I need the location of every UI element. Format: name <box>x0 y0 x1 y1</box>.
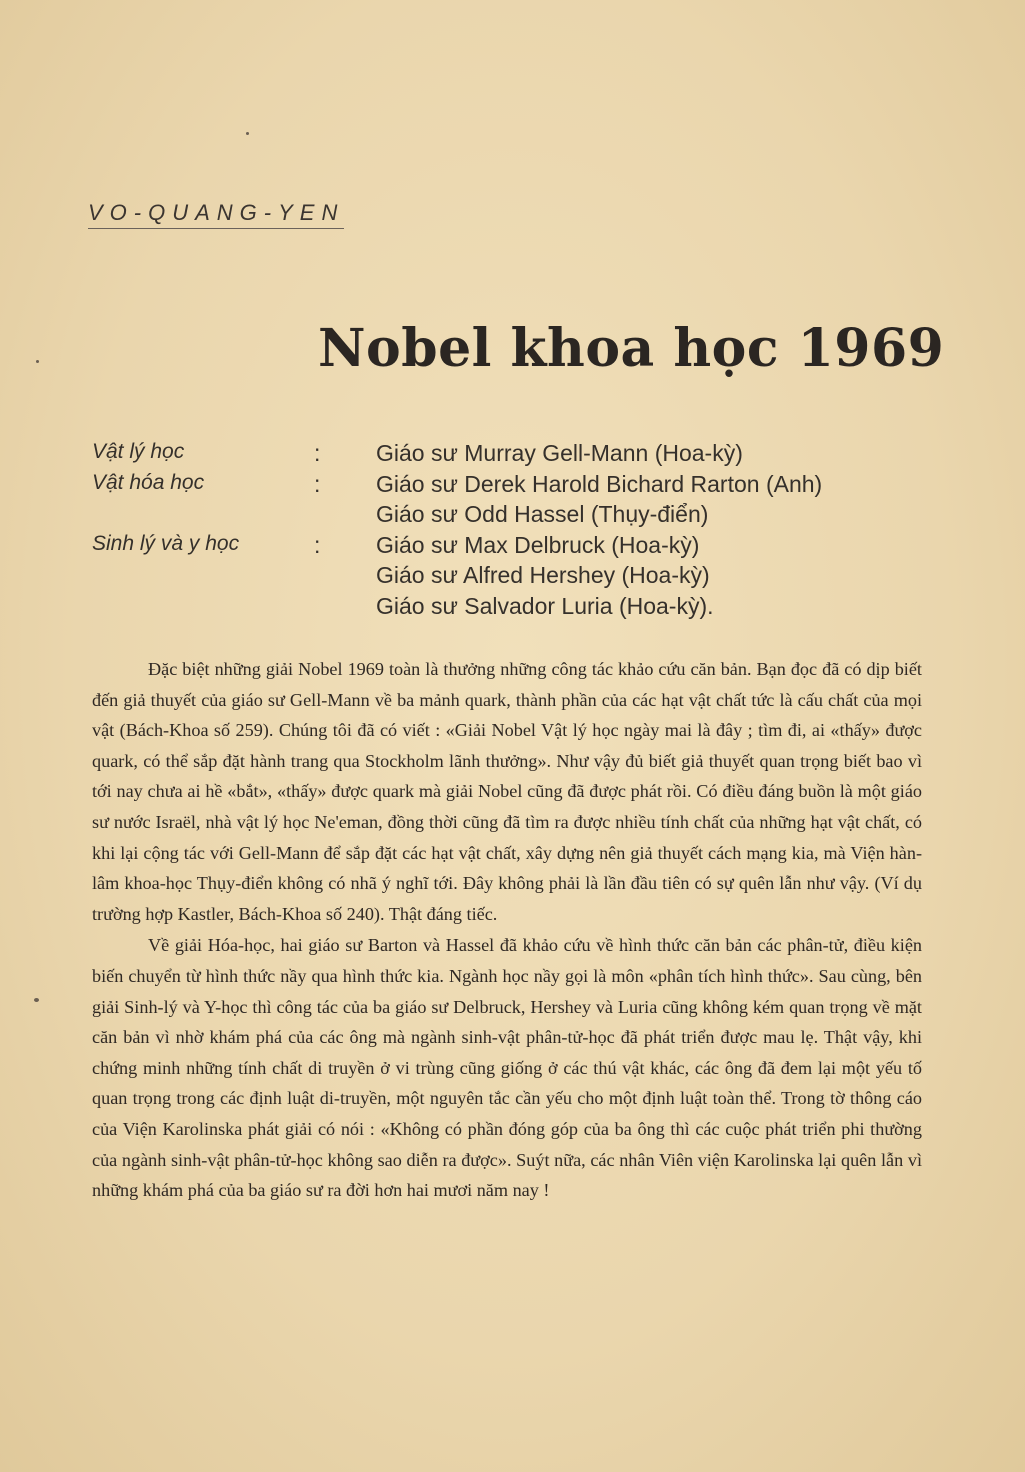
laureate-name: Giáo sư Murray Gell-Mann (Hoa-kỳ) <box>376 440 743 466</box>
body-paragraph: Đặc biệt những giải Nobel 1969 toàn là thưởng những công tác khảo cứu căn bản. Bạn đọc đã có dịp biết đến giả thuyết của giáo sư Gell-Mann về ba mảnh quark, thành phần của các hạt vật chất tức là cấu chất của mọi vật (Bách-Khoa số 259). Chúng tôi đã có viết : «Giải Nobel Vật lý học ngày mai là đây ; tìm đi, ai «thấy» được quark, có thể sắp đặt hành trang qua Stockholm lãnh thưởng». Như vậy đủ biết giả thuyết quan trọng biết bao vì tới nay chưa ai hề «bắt», «thấy» được quark mà giải Nobel cũng đã được phát rồi. Có điều đáng buồn là một giáo sư nước Israël, nhà vật lý học Ne'eman, đồng thời cũng đã tìm ra được nhiều tính chất của những hạt vật chất, có khi lại cộng tác với Gell-Mann để sắp đặt các hạt vật chất, xây dựng nên giả thuyết cách mạng kia, mà Viện hàn-lâm khoa-học Thụy-điển không có nhã ý nghĩ tới. Đây không phải là lần đầu tiên có sự quên lẫn như vậy. (Ví dụ trường hợp Kastler, Bách-Khoa số 240). Thật đáng tiếc. <box>92 659 922 924</box>
laureate-row <box>92 593 952 624</box>
laureate-name: Giáo sư Derek Harold Bichard Rarton (Anh) <box>376 470 823 497</box>
separator-colon: : <box>314 531 321 558</box>
paper-speck <box>246 132 249 135</box>
article-body <box>92 654 922 1206</box>
laureate-row <box>92 501 952 532</box>
laureate-row <box>92 440 952 471</box>
laureate-name: Giáo sư Max Delbruck (Hoa-kỳ) <box>376 531 700 558</box>
body-paragraph: Về giải Hóa-học, hai giáo sư Barton và Hassel đã khảo cứu về hình thức căn bản các phân-tử, điều kiện biến chuyển từ hình thức nầy qua hình thức kia. Ngành học nầy gọi là môn «phân tích hình thức». Sau cùng, bên giải Sinh-lý và Y-học thì công tác của ba giáo sư Delbruck, Hershey và Luria cũng không kém quan trọng về mặt căn bản vì nhờ khám phá của các ông mà ngành sinh-vật phân-tử-học đã phát triển được mau lẹ. Thật vậy, khi chứng minh những tính chất di truyền ở vi trùng cũng giống ở các thú vật khác, các ông đã đem lại một yếu tố quan trọng trong các định luật di-truyền, một nguyên tắc cần yếu cho một định luật toàn thể. Trong tờ thông cáo của Viện Karolinska phát giải có nói : «Không có phần đóng góp của ba ông thì các cuộc phát triển phi thường của ngành sinh-vật phân-tử-học không sao diễn ra được». Suýt nữa, các nhân Viên viện Karolinska lại quên lẫn vì những khám phá của ba giáo sư ra đời hơn hai mươi năm nay ! <box>92 935 922 1201</box>
prize-field: Vật lý học <box>92 440 185 463</box>
laureate-row <box>92 532 952 563</box>
laureate-name: Giáo sư Salvador Luria (Hoa-kỳ). <box>376 592 714 619</box>
laureate-name: Giáo sư Alfred Hershey (Hoa-kỳ) <box>376 562 710 588</box>
separator-colon: : <box>314 440 321 466</box>
paper-speck <box>34 998 39 1002</box>
author-name: VO-QUANG-YEN <box>88 200 344 229</box>
prize-field: Vật hóa học <box>92 470 205 494</box>
laureate-row <box>92 562 952 593</box>
prize-field: Sinh lý và y học <box>92 531 240 555</box>
paper-speck <box>36 360 39 363</box>
laureates-list <box>92 440 952 623</box>
laureate-name: Giáo sư Odd Hassel (Thụy-điển) <box>376 501 709 527</box>
laureate-row <box>92 471 952 502</box>
separator-colon: : <box>314 470 321 497</box>
article-title: Nobel khoa học 1969 <box>318 318 945 379</box>
